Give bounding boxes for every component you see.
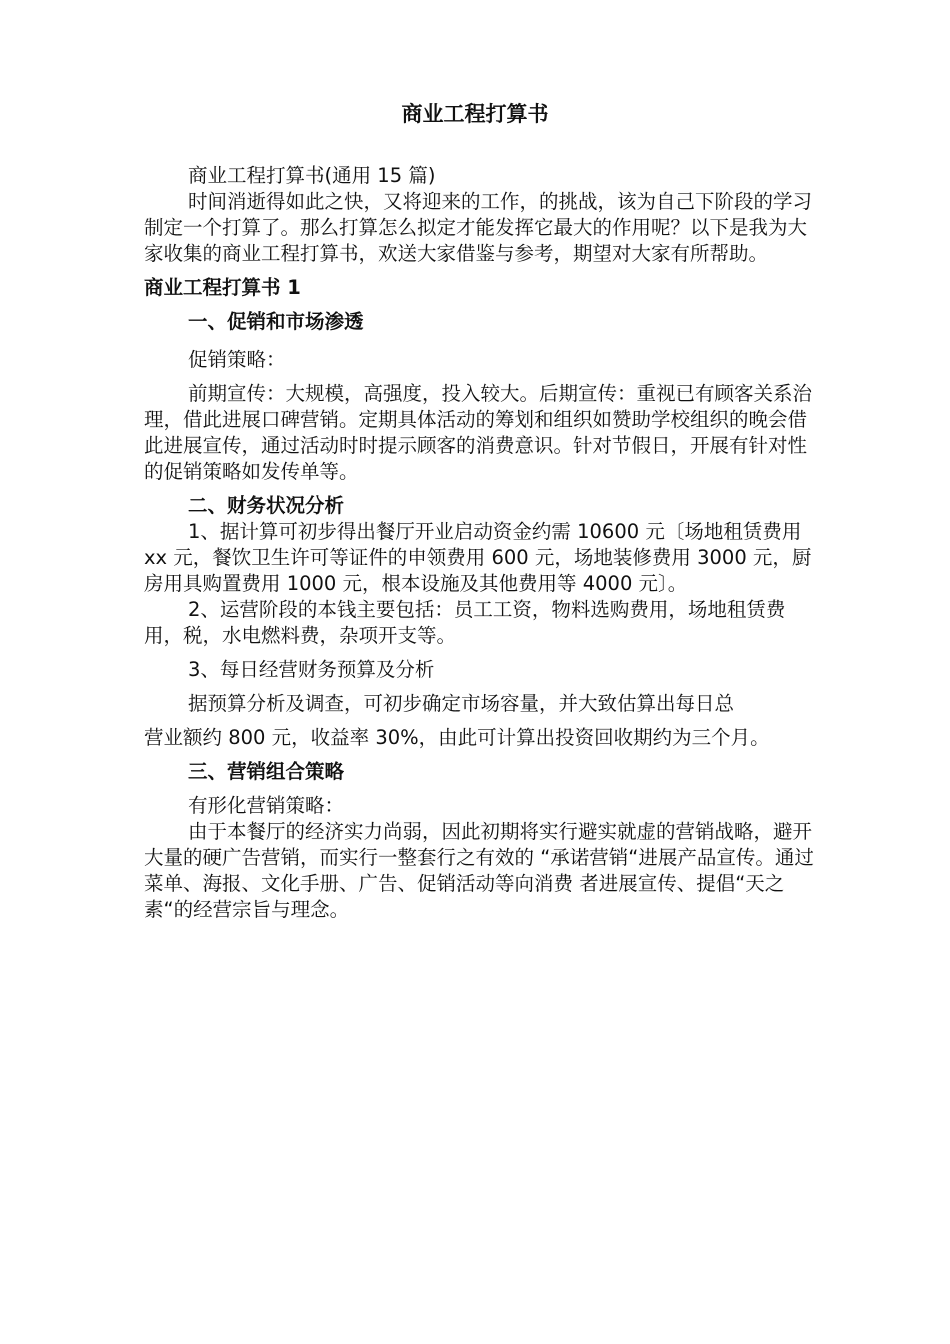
part2-item1: 1、据计算可初步得出餐厅开业启动资金约需 10600 元〔场地租赁费用 xx 元，餐饮卫生许可等证件的申领费用 600 元，场地装修费用 3000 元，厨房用具购置费用 1000 元，根本设施及其他费用等 4000 元〕。 [144, 520, 812, 595]
part1-label: 促销策略： [188, 348, 286, 371]
part2-item3-body-b: 营业额约 800 元，收益率 30%，由此可计算出投资回收期约为三个月。 [144, 726, 770, 749]
document-title: 商业工程打算书 [401, 102, 549, 126]
part3-body: 由于本餐厅的经济实力尚弱，因此初期将实行避实就虚的营销战略，避开大量的硬广告营销，而实行一整套行之有效的 “承诺营销“进展产品宣传。通过菜单、海报、文化手册、广告、促销活动等向消费 者进展宣传、提倡“天之素“的经营宗旨与理念。 [144, 820, 814, 921]
document-body [144, 163, 816, 923]
part3-label: 有形化营销策略： [188, 794, 345, 817]
intro-paragraph: 时间消逝得如此之快，又将迎来的工作，的挑战，该为自己下阶段的学习制定一个打算了。那么打算怎么拟定才能发挥它最大的作用呢？以下是我为大家收集的商业工程打算书，欢送大家借鉴与参考，期望对大家有所帮助。 [144, 190, 813, 265]
part3-heading: 三、营销组合策略 [188, 760, 345, 783]
part1-body: 前期宣传：大规模，高强度，投入较大。后期宣传：重视已有顾客关系治理，借此进展口碑营销。定期具体活动的筹划和组织如赞助学校组织的晚会借此进展宣传，通过活动时时提示顾客的消费意识。针对节假日，开展有针对性的促销策略如发传单等。 [144, 382, 813, 483]
part2-item2: 2、运营阶段的本钱主要包括：员工工资，物料选购费用，场地租赁费用，税，水电燃料费，杂项开支等。 [144, 598, 786, 647]
document-subtitle: 商业工程打算书(通用 15 篇) [188, 164, 436, 187]
part2-item3-body-a: 据预算分析及调查，可初步确定市场容量，并大致估算出每日总 [188, 692, 735, 715]
part2-heading: 二、财务状况分析 [188, 494, 345, 517]
part2-item3: 3、每日经营财务预算及分析 [188, 658, 435, 681]
section-heading: 商业工程打算书 1 [144, 276, 301, 299]
part1-heading: 一、促销和市场渗透 [188, 310, 364, 333]
